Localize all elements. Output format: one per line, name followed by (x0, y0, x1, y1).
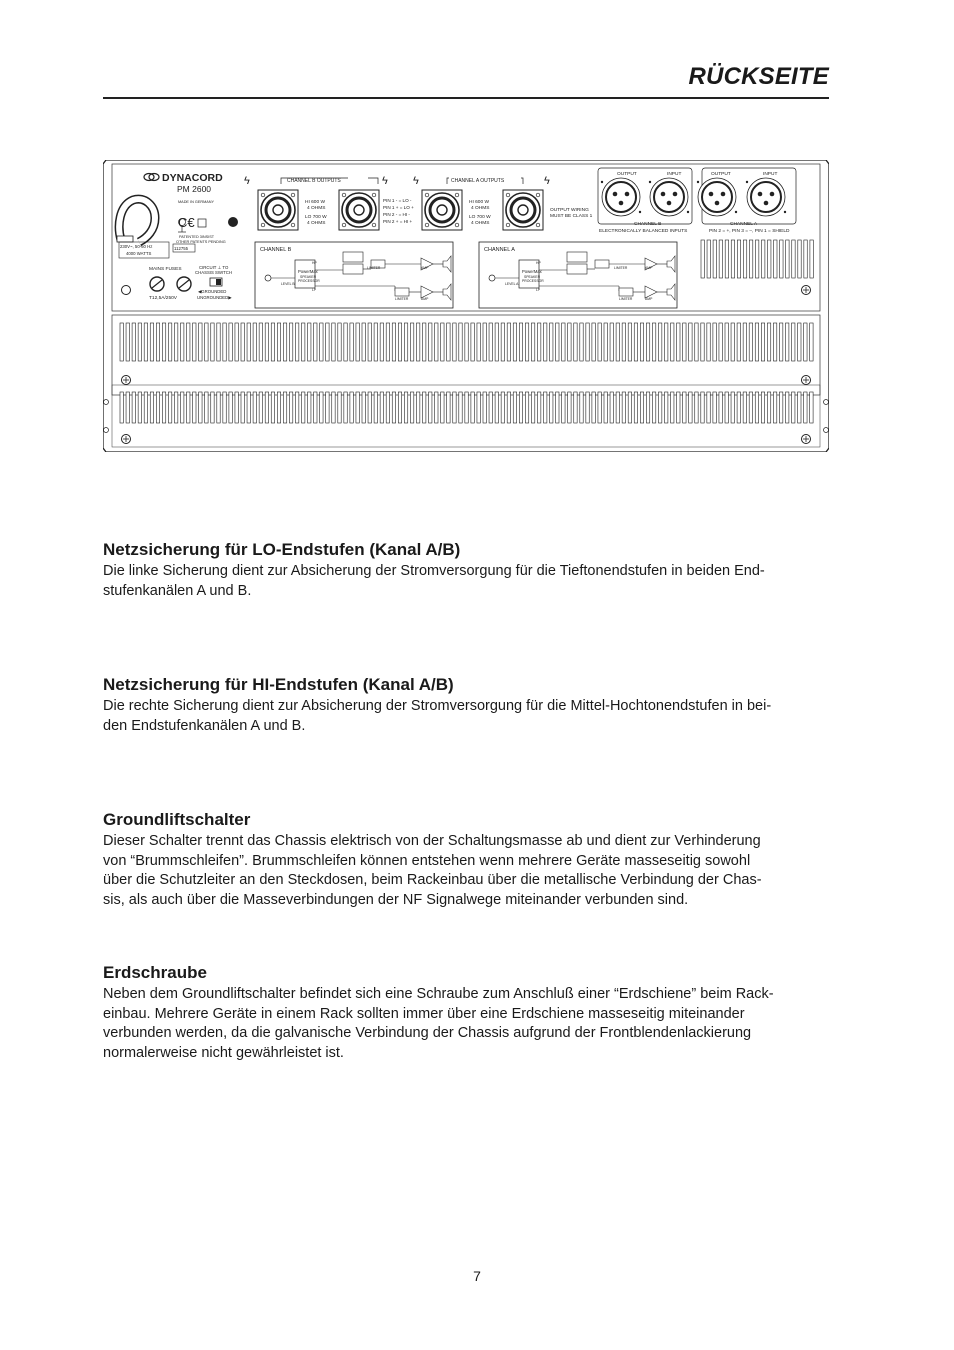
body-line: Neben dem Groundliftschalter befindet sich eine Schraube zum Anschluß einer “Erdschiene” beim Rack- (103, 986, 774, 1002)
lightning-icon: ϟ (544, 175, 550, 187)
processor-label: PROCESSOR (522, 279, 544, 283)
channel-b-outputs-label: CHANNEL B OUTPUTS (287, 178, 341, 184)
mains-rating-label: 230V~, 50-60 Hz (120, 244, 153, 249)
rear-panel-drawing (103, 160, 829, 452)
section-groundlift (103, 810, 848, 910)
section-body (103, 832, 848, 910)
body-line: sis, als auch über die Masseverbindungen der NF Signalwege miteinander verbunden sind. (103, 891, 689, 908)
pin1-lo-label: PIN 1 - = LO - (383, 198, 412, 203)
hp-label: HP (536, 261, 541, 265)
level-a-label: LEVEL A (505, 282, 519, 286)
section-heading: Erdschraube (103, 963, 207, 982)
channel-a-label: CHANNEL A (730, 222, 758, 227)
section-body (103, 562, 848, 601)
amp-label: AMP (421, 297, 429, 301)
level-b-label: LEVEL B (281, 282, 295, 286)
title-rule (103, 97, 829, 99)
lp-label: LP (536, 288, 541, 292)
section-heading: Netzsicherung für LO-Endstufen (Kanal A/B) (103, 540, 461, 559)
input-label: INPUT (667, 172, 682, 177)
channel-a-label: CHANNEL A (484, 247, 515, 253)
output-label: OUTPUT (617, 172, 637, 177)
hi-watts-label: HI 600 W (305, 200, 325, 205)
channel-b-label: CHANNEL B (260, 247, 292, 253)
channel-a-outputs-label: CHANNEL A OUTPUTS (451, 178, 505, 184)
lightning-icon: ϟ (244, 175, 250, 187)
output-wiring-label: OUTPUT WIRING (550, 208, 589, 213)
ohms-label: 4 OHMS (471, 221, 490, 226)
ce-mark-icon: C€ (178, 215, 195, 230)
ohms-label: 4 OHMS (307, 206, 326, 211)
limiter-label: LIMITER (367, 266, 381, 270)
limiter-label: LIMITER (619, 297, 633, 301)
body-line: einbau. Mehrere Geräte in einem Rack sollten immer über eine Erdschiene masseseitig miteinander (103, 1005, 745, 1022)
body-line: Die linke Sicherung dient zur Absicherung der Stromversorgung für die Tieftonendstufen in beiden End- (103, 563, 765, 579)
section-body (103, 985, 848, 1063)
speakon-connector-icon (339, 190, 379, 230)
lo-watts-label: LO 700 W (469, 215, 491, 220)
fuse-rating-label: T12,5A/250V (149, 296, 178, 301)
body-line: Die rechte Sicherung dient zur Absicherung der Stromversorgung für die Mittel-Hochtonendstufen in bei- (103, 698, 772, 714)
section-earth-screw (103, 963, 848, 1063)
pin-config-label: PIN 2 = +, PIN 3 = –, PIN 1 = SHIELD (709, 229, 790, 234)
ungrounded-label: UNGROUNDED▶ (197, 295, 232, 300)
body-line: von “Brummschleifen”. Brummschleifen können entstehen wenn mehrere Geräte masseseitig sowohl (103, 852, 751, 869)
pin1-plus-label: PIN 1 + = LO + (383, 205, 414, 210)
processor-label: PROCESSOR (298, 279, 320, 283)
speakon-connector-icon (503, 190, 543, 230)
hi-watts-label: HI 600 W (469, 200, 489, 205)
mains-fuses-label: MAINS FUSES (149, 267, 182, 272)
pin2-minus-label: PIN 2 - = HI - (383, 212, 410, 217)
body-line: stufenkanälen A und B. (103, 582, 252, 599)
pin2-plus-label: PIN 2 + = HI + (383, 219, 413, 224)
section-lo-fuse (103, 540, 848, 601)
input-label: INPUT (763, 172, 778, 177)
section-body (103, 697, 848, 736)
lightning-icon: ϟ (413, 175, 419, 187)
lo-watts-label: LO 700 W (305, 215, 327, 220)
section-heading: Netzsicherung für HI-Endstufen (Kanal A/B) (103, 675, 454, 694)
body-line: verbunden werden, da die galvanische Verbindung der Chassis aufgrund der Frontblendenlackierung (103, 1025, 752, 1041)
amp-label: AMP (645, 266, 653, 270)
ohms-label: 4 OHMS (307, 221, 326, 226)
limiter-label: LIMITER (614, 266, 628, 270)
serial-label: 112755 (174, 246, 189, 251)
speaker-label: SPEAKER (300, 275, 317, 279)
speakon-connector-icon (422, 190, 462, 230)
section-heading: Groundliftschalter (103, 810, 251, 829)
patent-label: PATENTED 3INSIST (179, 235, 215, 239)
amp-label: AMP (421, 266, 429, 270)
csa-mark-icon (228, 217, 238, 227)
powermax-label: PowerMax (522, 269, 542, 274)
channel-b-label: CHANNEL B (634, 222, 662, 227)
grounded-label: ◀GROUNDED (198, 289, 227, 294)
speakon-connector-icon (258, 190, 298, 230)
rear-panel-figure (103, 160, 829, 452)
lightning-icon: ϟ (382, 175, 388, 187)
ohms-label: 4 OHMS (471, 206, 490, 211)
lp-label: LP (312, 288, 317, 292)
amp-label: AMP (645, 297, 653, 301)
limiter-label: LIMITER (395, 297, 409, 301)
hp-label: HP (312, 261, 317, 265)
balanced-inputs-label: ELECTRONICALLY BALANCED INPUTS (599, 229, 688, 234)
powermax-label: PowerMax (298, 269, 318, 274)
class1-label: MUST BE CLASS 1 (550, 214, 593, 219)
section-hi-fuse (103, 675, 848, 736)
brand-name: DYNACORD (162, 172, 223, 184)
chassis-switch-label: CHASSIS SWITCH (195, 270, 233, 275)
page-title: RÜCKSEITE (688, 63, 829, 90)
mains-watts-label: 4000 WATTS (126, 251, 152, 256)
speaker-label: SPEAKER (524, 275, 541, 279)
body-line: über die Schutzleiter an den Steckdosen, beim Rackeinbau über die metallische Verbindung der Chas- (103, 872, 762, 888)
model-label: PM 2600 (177, 184, 212, 194)
body-line: normalerweise nicht gewährleistet ist. (103, 1044, 344, 1061)
body-line: Dieser Schalter trennt das Chassis elektrisch von der Schaltungsmasse ab und dient zur Verhinderung (103, 833, 761, 849)
circuit-label: CIRCUIT ⊥ TO (199, 265, 229, 270)
body-line: den Endstufenkanälen A und B. (103, 717, 306, 734)
page-number: 7 (473, 1268, 481, 1284)
output-label: OUTPUT (711, 172, 731, 177)
made-in-label: MADE IN GERMANY (178, 200, 215, 204)
patent2-label: OTHER PATENTS PENDING (176, 240, 226, 244)
